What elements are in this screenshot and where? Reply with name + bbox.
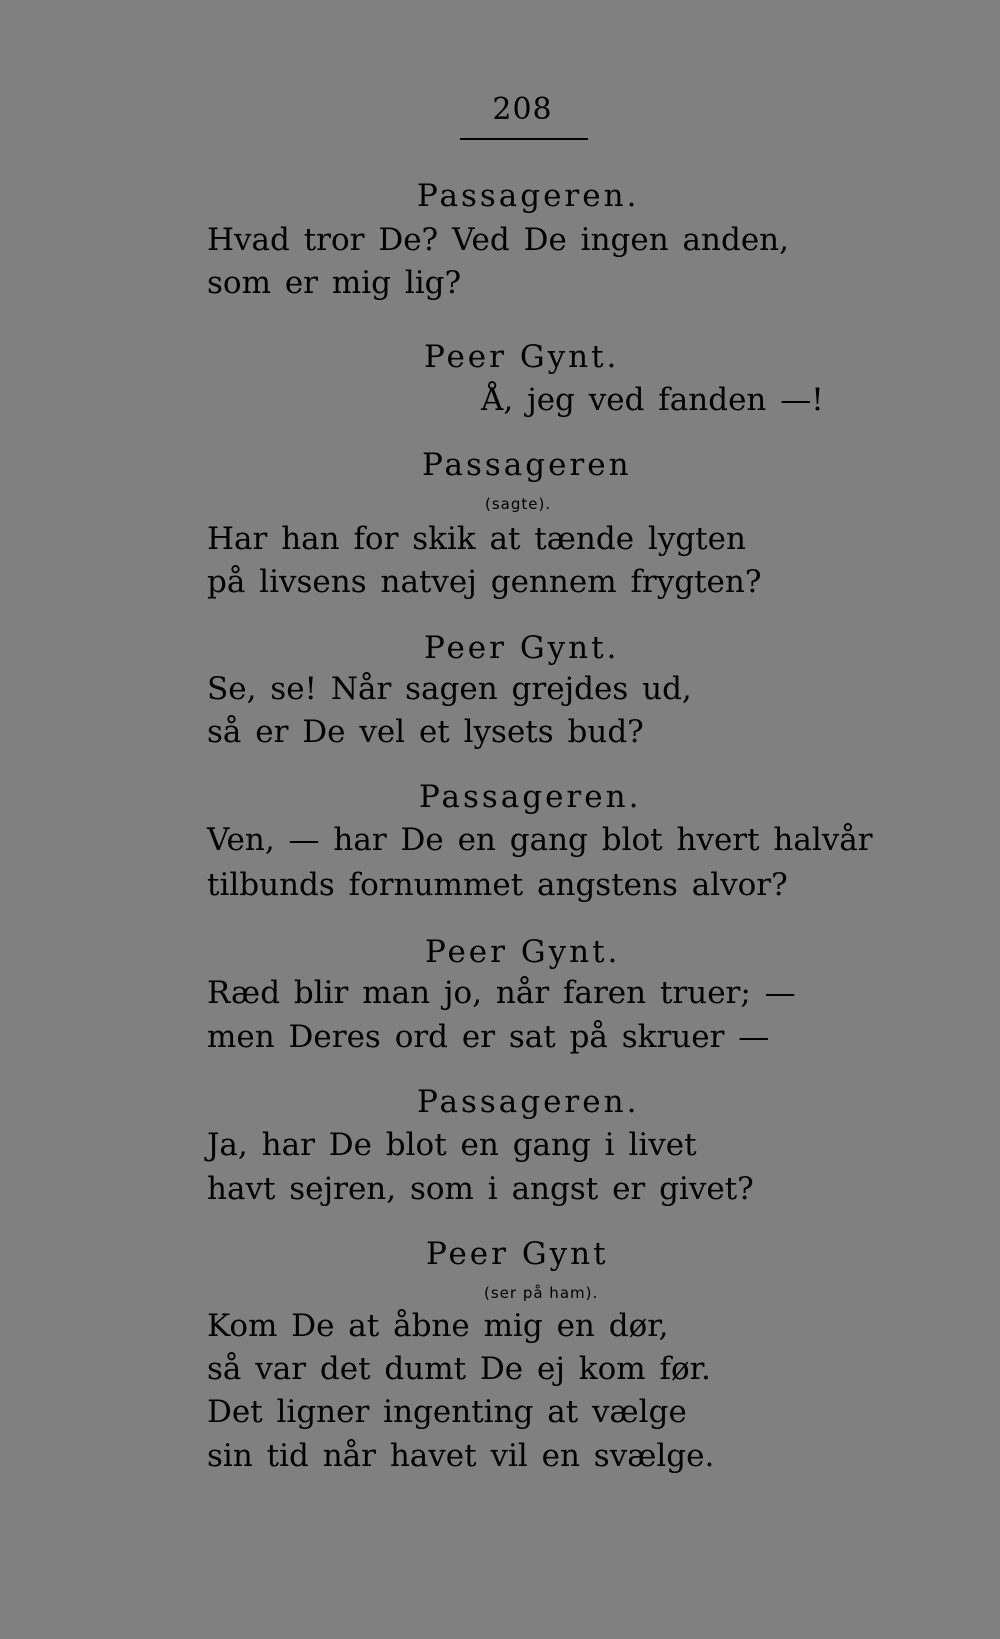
- verse-line: sin tid når havet vil en svælge.: [207, 1438, 715, 1474]
- stage-direction: (ser på ham).: [484, 1284, 599, 1302]
- speaker-name: Passageren.: [417, 1084, 640, 1120]
- verse-line: Ven, — har De en gang blot hvert halvår: [207, 822, 873, 858]
- verse-line: Å, jeg ved fanden —!: [481, 382, 824, 418]
- verse-line: Ræd blir man jo, når faren truer; —: [207, 975, 796, 1011]
- verse-line: Har han for skik at tænde lygten: [207, 521, 746, 557]
- speaker-name: Peer Gynt: [426, 1236, 609, 1272]
- speaker-name: Passageren.: [417, 178, 640, 214]
- verse-line: som er mig lig?: [207, 265, 462, 301]
- verse-line: så er De vel et lysets bud?: [207, 714, 644, 750]
- speaker-name: Peer Gynt.: [425, 934, 621, 970]
- verse-line: Hvad tror De? Ved De ingen anden,: [207, 222, 789, 258]
- speaker-name: Passageren: [422, 447, 632, 483]
- verse-line: Se, se! Når sagen grejdes ud,: [207, 671, 692, 707]
- verse-line: havt sejren, som i angst er givet?: [207, 1171, 754, 1207]
- speaker-name: Peer Gynt.: [424, 630, 620, 666]
- page-number: 208: [492, 92, 553, 127]
- header-rule: [460, 138, 588, 140]
- verse-line: på livsens natvej gennem frygten?: [207, 564, 762, 600]
- speaker-name: Peer Gynt.: [424, 339, 620, 375]
- verse-line: Kom De at åbne mig en dør,: [207, 1308, 669, 1344]
- verse-line: tilbunds fornummet angstens alvor?: [207, 867, 788, 903]
- verse-line: så var det dumt De ej kom før.: [207, 1351, 711, 1387]
- verse-line: Ja, har De blot en gang i livet: [207, 1127, 697, 1163]
- speaker-name: Passageren.: [419, 779, 642, 815]
- verse-line: Det ligner ingenting at vælge: [207, 1394, 687, 1430]
- stage-direction: (sagte).: [485, 495, 552, 513]
- verse-line: men Deres ord er sat på skruer —: [207, 1019, 770, 1055]
